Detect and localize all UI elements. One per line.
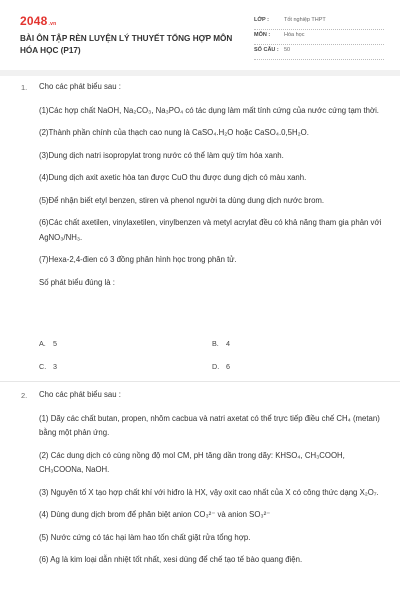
exam-meta (254, 15, 384, 60)
site-logo[interactable]: 2048.vn (20, 14, 57, 28)
meta-value: Tốt nghiệp THPT (284, 17, 326, 23)
statement: (1)Các hợp chất NaOH, Na₂CO₃, Na₃PO₄ có tác dụng làm mất tính cứng của nước cứng tạm thời. (39, 105, 379, 115)
question-prompt: Số phát biểu đúng là : (39, 277, 115, 287)
meta-value: 50 (284, 47, 291, 53)
option-b[interactable] (212, 339, 230, 348)
statement: (3)Dung dịch natri isopropylat trong nước có thể làm quỳ tím hóa xanh. (39, 150, 284, 160)
statement: (4) Dùng dung dịch brom để phân biệt anion CO₃²⁻ và anion SO₃²⁻ (39, 510, 271, 519)
page-header (0, 0, 400, 66)
statement: (2) Các dung dịch có cùng nồng độ mol CM, pH tăng dần trong dãy: KHSO₄, CH₃COOH, CH₃COONa, NaOH. (39, 450, 345, 474)
statement: (5)Để nhận biết etyl benzen, stiren và phenol người ta dùng dung dịch nước brom. (39, 195, 325, 205)
meta-row-subject (254, 30, 384, 45)
question-number: 2. (21, 391, 28, 400)
option-value: 4 (226, 339, 230, 348)
statement: (1) Dãy các chất butan, propen, nhôm cacbua và natri axetat có thể trực tiếp điều chế CH₄ (metan) bằng một phản ứng. (39, 413, 380, 437)
statement: (5) Nước cứng có tác hại làm hao tốn chất giặt rửa tổng hợp. (39, 532, 251, 542)
page-title: BÀI ÔN TẬP RÈN LUYỆN LÝ THUYẾT TỔNG HỢP MÔN HÓA HỌC (P17) (20, 34, 233, 55)
statement: (6)Các chất axetilen, vinylaxetilen, vinylbenzen và metyl acrylat đều có khả năng tham gia phản với AgNO₃/NH₃. (39, 218, 382, 242)
option-letter: A. (39, 339, 46, 348)
question-intro: Cho các phát biểu sau : (39, 390, 121, 399)
meta-value: Hóa học (284, 32, 305, 38)
statement: (7)Hexa-2,4-đien có 3 đồng phân hình học trong phân tử. (39, 255, 237, 264)
meta-key: LỚP : (254, 17, 269, 23)
option-a[interactable] (39, 339, 57, 348)
statement: (2)Thành phần chính của thạch cao nung là CaSO₄.H₂O hoặc CaSO₄.0,5H₂O. (39, 128, 309, 137)
option-c[interactable] (39, 362, 57, 371)
statement: (4)Dung dịch axit axetic hòa tan được CuO thu được dung dịch có màu xanh. (39, 173, 307, 182)
meta-key: SỐ CÂU : (254, 47, 279, 53)
statement: (3) Nguyên tố X tạo hợp chất khí với hiđro là HX, vậy oxit cao nhất của X có công thức dạng X₂O₇. (39, 487, 379, 497)
option-value: 3 (53, 362, 57, 371)
option-value: 6 (226, 362, 230, 371)
header-divider (0, 70, 400, 76)
option-d[interactable] (212, 362, 230, 371)
meta-key: MÔN : (254, 32, 271, 38)
option-letter: B. (212, 339, 219, 348)
statement: (6) Ag là kim loại dẫn nhiệt tốt nhất, xesi dùng để chế tạo tế bào quang điện. (39, 555, 303, 564)
question-separator (0, 381, 400, 382)
question-number: 1. (21, 83, 28, 92)
option-letter: D. (212, 362, 220, 371)
meta-row-count (254, 45, 384, 60)
meta-row-class (254, 15, 384, 30)
question-intro: Cho các phát biểu sau : (39, 82, 121, 91)
question-body (39, 80, 384, 298)
question-body (39, 388, 384, 576)
option-letter: C. (39, 362, 47, 371)
option-value: 5 (53, 339, 57, 348)
